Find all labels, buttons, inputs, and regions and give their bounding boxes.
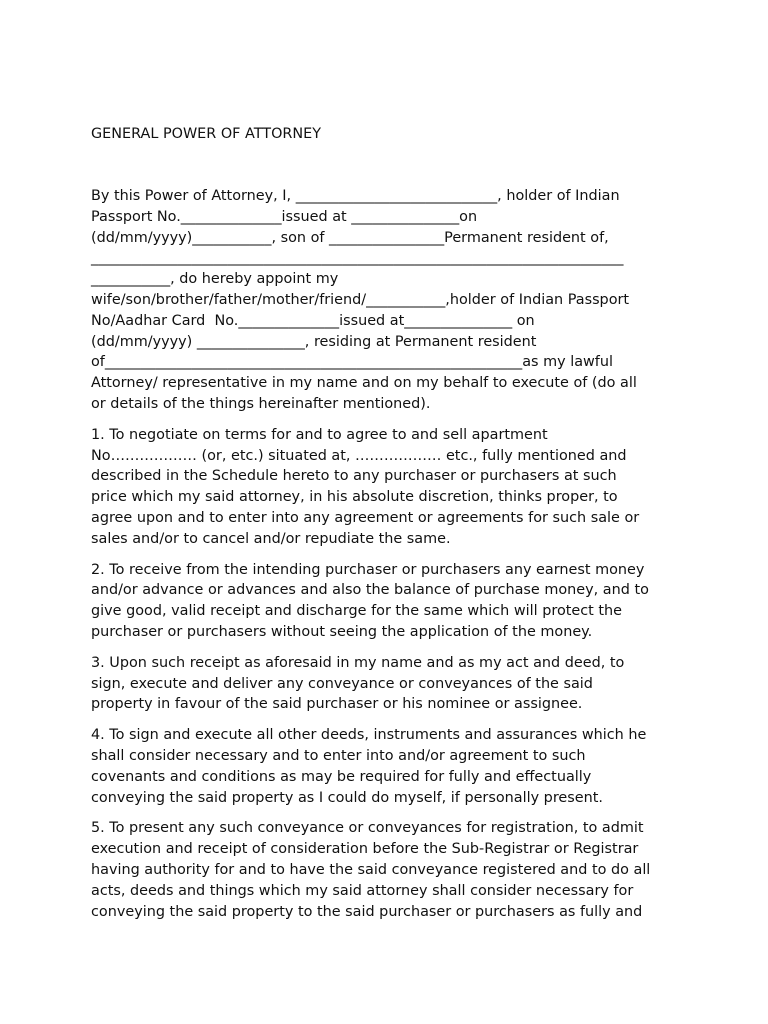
text-line: __________________________________________________________________________ <box>91 250 624 267</box>
paragraph-clause-4 <box>91 725 691 808</box>
paragraph-clause-5 <box>91 818 691 922</box>
text-line: sales and/or to cancel and/or repudiate the same. <box>91 530 451 547</box>
text-line: By this Power of Attorney, I, ____________________________, holder of Indian <box>91 188 620 204</box>
text-line: property in favour of the said purchaser or his nominee or assignee. <box>91 696 583 713</box>
text-line: ___________, do hereby appoint my <box>91 271 339 288</box>
text-line: acts, deeds and things which my said attorney shall consider necessary for <box>91 882 634 899</box>
text-line: 3. Upon such receipt as aforesaid in my name and as my act and deed, to <box>91 654 625 671</box>
paragraph-clause-2 <box>91 560 691 643</box>
text-line: Attorney/ representative in my name and on my behalf to execute of (do all <box>91 375 637 392</box>
paragraph-clause-1 <box>91 425 691 550</box>
text-line: shall consider necessary and to enter into and/or agreement to such <box>91 747 586 764</box>
text-line: conveying the said property as I could do myself, if personally present. <box>91 789 603 806</box>
text-line: give good, valid receipt and discharge for the same which will protect the <box>91 603 622 620</box>
document-title: GENERAL POWER OF ATTORNEY <box>91 126 322 142</box>
text-line: No……………… (or, etc.) situated at, ……………… etc., fully mentioned and <box>91 447 627 464</box>
text-line: of__________________________________________________________as my lawful <box>91 354 613 371</box>
text-line: described in the Schedule hereto to any purchaser or purchasers at such <box>91 468 617 485</box>
text-line: (dd/mm/yyyy)___________, son of ________________Permanent resident of, <box>91 229 609 246</box>
text-line: and/or advance or advances and also the balance of purchase money, and to <box>91 582 649 599</box>
paragraph-clause-3 <box>91 653 691 715</box>
text-line: wife/son/brother/father/mother/friend/___________,holder of Indian Passport <box>91 291 630 308</box>
text-line: conveying the said property to the said purchaser or purchasers as fully and <box>91 903 643 920</box>
text-line: price which my said attorney, in his absolute discretion, thinks proper, to <box>91 489 618 506</box>
text-line: No/Aadhar Card No.______________issued at_______________ on <box>91 312 535 329</box>
text-line: having authority for and to have the said conveyance registered and to do all <box>91 861 651 878</box>
paragraph-preamble <box>91 186 691 415</box>
text-line: or details of the things hereinafter mentioned). <box>91 395 431 412</box>
text-line: covenants and conditions as may be required for fully and effectually <box>91 768 592 785</box>
text-line: 2. To receive from the intending purchaser or purchasers any earnest money <box>91 561 645 578</box>
text-line: sign, execute and deliver any conveyance or conveyances of the said <box>91 675 593 692</box>
text-line: (dd/mm/yyyy) _______________, residing at Permanent resident <box>91 333 537 350</box>
document-body <box>91 186 691 932</box>
text-line: purchaser or purchasers without seeing the application of the money. <box>91 623 593 640</box>
text-line: 4. To sign and execute all other deeds, instruments and assurances which he <box>91 727 647 744</box>
text-line: 1. To negotiate on terms for and to agree to and sell apartment <box>91 426 548 443</box>
text-line: Passport No.______________issued at _______________on <box>91 208 478 225</box>
text-line: execution and receipt of consideration before the Sub-Registrar or Registrar <box>91 841 639 858</box>
text-line: agree upon and to enter into any agreement or agreements for such sale or <box>91 509 640 526</box>
text-line: 5. To present any such conveyance or conveyances for registration, to admit <box>91 820 644 837</box>
